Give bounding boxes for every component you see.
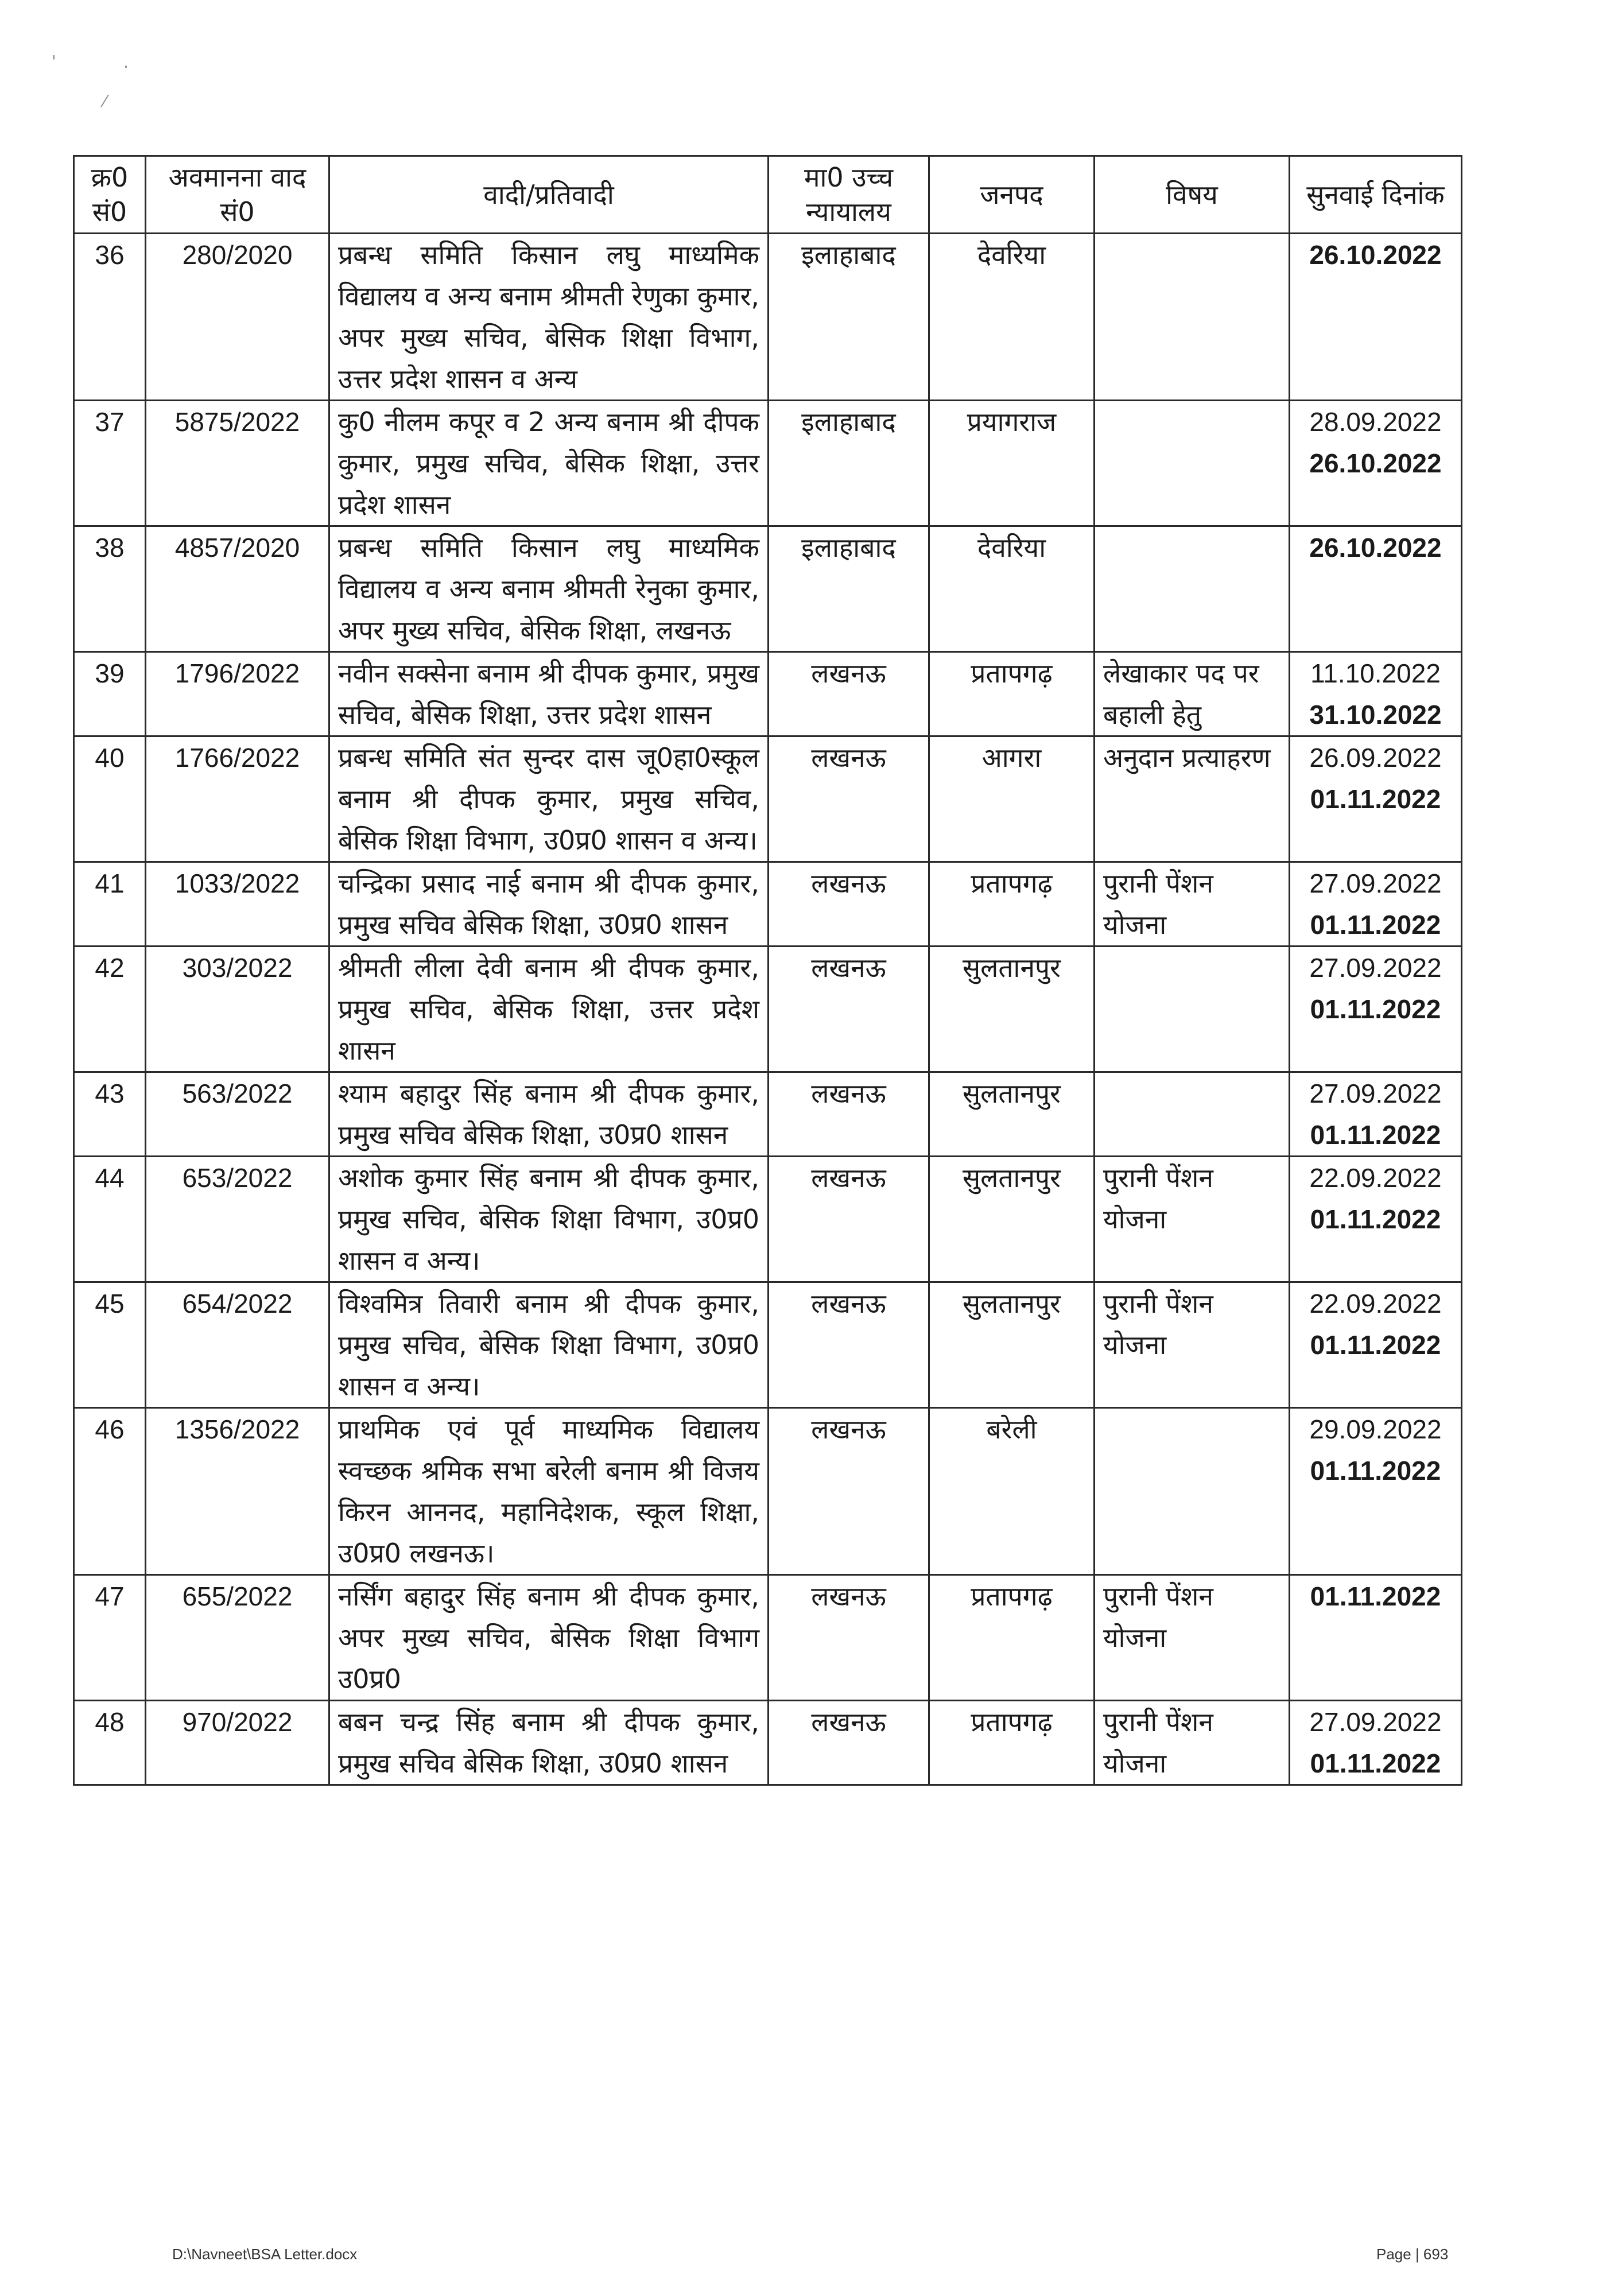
header-hearing-date: सुनवाई दिनांक <box>1290 156 1462 234</box>
hearing-date-cell <box>1290 1282 1462 1408</box>
hearing-date: 31.10.2022 <box>1309 700 1442 730</box>
header-district: जनपद <box>929 156 1095 234</box>
district-cell: प्रतापगढ़ <box>929 1575 1095 1701</box>
table-row <box>74 1408 1462 1575</box>
hearing-date: 01.11.2022 <box>1310 1748 1441 1778</box>
serial-cell: 39 <box>74 652 146 736</box>
parties-cell: प्रबन्ध समिति संत सुन्दर दास जू0हा0स्कूल बनाम श्री दीपक कुमार, प्रमुख सचिव, बेसिक शिक्षा विभाग, उ0प्र0 शासन व अन्य। <box>329 736 769 862</box>
court-cell: लखनऊ <box>769 736 929 862</box>
parties-cell: अशोक कुमार सिंह बनाम श्री दीपक कुमार, प्रमुख सचिव, बेसिक शिक्षा विभाग, उ0प्र0 शासन व अन्य। <box>329 1157 769 1282</box>
parties-cell: श्याम बहादुर सिंह बनाम श्री दीपक कुमार, प्रमुख सचिव बेसिक शिक्षा, उ0प्र0 शासन <box>329 1072 769 1157</box>
subject-cell <box>1095 526 1290 652</box>
serial-cell: 40 <box>74 736 146 862</box>
table-row <box>74 401 1462 526</box>
serial-cell: 38 <box>74 526 146 652</box>
header-serial: क्र0 सं0 <box>74 156 146 234</box>
case-no-cell: 280/2020 <box>146 234 329 401</box>
hearing-date-cell <box>1290 736 1462 862</box>
hearing-date: 01.11.2022 <box>1310 1456 1441 1486</box>
subject-cell <box>1095 234 1290 401</box>
header-court: मा0 उच्च न्यायालय <box>769 156 929 234</box>
parties-cell: प्रबन्ध समिति किसान लघु माध्यमिक विद्यालय व अन्य बनाम श्रीमती रेनुका कुमार, अपर मुख्य सचिव, बेसिक शिक्षा, लखनऊ <box>329 526 769 652</box>
case-no-cell: 563/2022 <box>146 1072 329 1157</box>
hearing-date-cell <box>1290 1575 1462 1701</box>
parties-cell: चन्द्रिका प्रसाद नाई बनाम श्री दीपक कुमार, प्रमुख सचिव बेसिक शिक्षा, उ0प्र0 शासन <box>329 862 769 947</box>
case-no-cell: 654/2022 <box>146 1282 329 1408</box>
table-row <box>74 1575 1462 1701</box>
header-subject: विषय <box>1095 156 1290 234</box>
court-cell: लखनऊ <box>769 1701 929 1785</box>
hearing-date-cell <box>1290 1701 1462 1785</box>
district-cell: प्रयागराज <box>929 401 1095 526</box>
serial-cell: 48 <box>74 1701 146 1785</box>
court-cell: लखनऊ <box>769 652 929 736</box>
subject-cell: पुरानी पेंशन योजना <box>1095 862 1290 947</box>
case-no-cell: 1356/2022 <box>146 1408 329 1575</box>
hearing-date: 01.11.2022 <box>1310 994 1441 1024</box>
hearing-date-cell <box>1290 234 1462 401</box>
subject-cell <box>1095 1408 1290 1575</box>
parties-cell: प्राथमिक एवं पूर्व माध्यमिक विद्यालय स्वच्छक श्रमिक सभा बरेली बनाम श्री विजय किरन आननद, महानिदेशक, स्कूल शिक्षा, उ0प्र0 लखनऊ। <box>329 1408 769 1575</box>
hearing-date: 27.09.2022 <box>1309 868 1442 898</box>
district-cell: बरेली <box>929 1408 1095 1575</box>
case-no-cell: 1033/2022 <box>146 862 329 947</box>
hearing-date: 27.09.2022 <box>1309 953 1442 983</box>
subject-cell: पुरानी पेंशन योजना <box>1095 1282 1290 1408</box>
parties-cell: नवीन सक्सेना बनाम श्री दीपक कुमार, प्रमुख सचिव, बेसिक शिक्षा, उत्तर प्रदेश शासन <box>329 652 769 736</box>
serial-cell: 44 <box>74 1157 146 1282</box>
hearing-date: 01.11.2022 <box>1310 910 1441 940</box>
scan-speck: · <box>123 57 129 76</box>
parties-cell: विश्वमित्र तिवारी बनाम श्री दीपक कुमार, प्रमुख सचिव, बेसिक शिक्षा विभाग, उ0प्र0 शासन व अन्य। <box>329 1282 769 1408</box>
case-no-cell: 303/2022 <box>146 947 329 1072</box>
court-cell: लखनऊ <box>769 1575 929 1701</box>
hearing-date: 01.11.2022 <box>1310 1120 1441 1150</box>
district-cell: देवरिया <box>929 234 1095 401</box>
district-cell: सुलतानपुर <box>929 1157 1095 1282</box>
serial-cell: 47 <box>74 1575 146 1701</box>
hearing-date: 01.11.2022 <box>1310 1330 1441 1360</box>
table-row <box>74 1282 1462 1408</box>
header-case-no: अवमानना वाद सं0 <box>146 156 329 234</box>
serial-cell: 43 <box>74 1072 146 1157</box>
district-cell: आगरा <box>929 736 1095 862</box>
hearing-date: 22.09.2022 <box>1309 1289 1442 1318</box>
scan-speck: ' <box>52 52 56 71</box>
serial-cell: 37 <box>74 401 146 526</box>
page-number: Page | 693 <box>1376 2245 1449 2263</box>
subject-cell <box>1095 947 1290 1072</box>
subject-cell <box>1095 401 1290 526</box>
parties-cell: कु0 नीलम कपूर व 2 अन्य बनाम श्री दीपक कुमार, प्रमुख सचिव, बेसिक शिक्षा, उत्तर प्रदेश शासन <box>329 401 769 526</box>
hearing-date-cell <box>1290 947 1462 1072</box>
subject-cell: अनुदान प्रत्याहरण <box>1095 736 1290 862</box>
court-cell: लखनऊ <box>769 947 929 1072</box>
hearing-date: 27.09.2022 <box>1309 1079 1442 1108</box>
hearing-date-cell <box>1290 401 1462 526</box>
case-no-cell: 653/2022 <box>146 1157 329 1282</box>
table-row <box>74 234 1462 401</box>
scan-speck: ⁄ <box>103 92 106 111</box>
parties-cell: प्रबन्ध समिति किसान लघु माध्यमिक विद्यालय व अन्य बनाम श्रीमती रेणुका कुमार, अपर मुख्य सचिव, बेसिक शिक्षा विभाग, उत्तर प्रदेश शासन व अन्य <box>329 234 769 401</box>
district-cell: सुलतानपुर <box>929 1282 1095 1408</box>
court-cell: लखनऊ <box>769 1408 929 1575</box>
case-no-cell: 655/2022 <box>146 1575 329 1701</box>
hearing-date: 26.10.2022 <box>1309 240 1442 270</box>
hearing-date-cell <box>1290 862 1462 947</box>
subject-cell: पुरानी पेंशन योजना <box>1095 1157 1290 1282</box>
serial-cell: 45 <box>74 1282 146 1408</box>
hearing-date: 22.09.2022 <box>1309 1163 1442 1193</box>
table-row <box>74 1157 1462 1282</box>
hearing-date: 11.10.2022 <box>1310 658 1441 688</box>
hearing-date: 29.09.2022 <box>1309 1414 1442 1444</box>
hearing-date: 26.10.2022 <box>1309 533 1442 563</box>
hearing-date: 01.11.2022 <box>1310 1204 1441 1234</box>
table-row <box>74 947 1462 1072</box>
court-cell: लखनऊ <box>769 1282 929 1408</box>
hearing-date: 26.09.2022 <box>1309 743 1442 773</box>
case-no-cell: 1796/2022 <box>146 652 329 736</box>
header-row <box>74 156 1462 234</box>
court-cell: इलाहाबाद <box>769 234 929 401</box>
table-row <box>74 1701 1462 1785</box>
serial-cell: 42 <box>74 947 146 1072</box>
court-cell: इलाहाबाद <box>769 401 929 526</box>
table-row <box>74 652 1462 736</box>
court-cell: लखनऊ <box>769 862 929 947</box>
case-no-cell: 1766/2022 <box>146 736 329 862</box>
parties-cell: श्रीमती लीला देवी बनाम श्री दीपक कुमार, प्रमुख सचिव, बेसिक शिक्षा, उत्तर प्रदेश शासन <box>329 947 769 1072</box>
case-table <box>73 155 1462 1786</box>
table-row <box>74 526 1462 652</box>
serial-cell: 41 <box>74 862 146 947</box>
case-no-cell: 970/2022 <box>146 1701 329 1785</box>
hearing-date-cell <box>1290 526 1462 652</box>
subject-cell <box>1095 1072 1290 1157</box>
district-cell: प्रतापगढ़ <box>929 862 1095 947</box>
serial-cell: 36 <box>74 234 146 401</box>
court-cell: लखनऊ <box>769 1157 929 1282</box>
table-row <box>74 1072 1462 1157</box>
case-no-cell: 4857/2020 <box>146 526 329 652</box>
district-cell: देवरिया <box>929 526 1095 652</box>
district-cell: सुलतानपुर <box>929 1072 1095 1157</box>
district-cell: प्रतापगढ़ <box>929 652 1095 736</box>
court-cell: लखनऊ <box>769 1072 929 1157</box>
hearing-date-cell <box>1290 1408 1462 1575</box>
district-cell: सुलतानपुर <box>929 947 1095 1072</box>
hearing-date-cell <box>1290 1072 1462 1157</box>
hearing-date: 26.10.2022 <box>1309 448 1442 478</box>
parties-cell: नर्सिंग बहादुर सिंह बनाम श्री दीपक कुमार, अपर मुख्य सचिव, बेसिक शिक्षा विभाग उ0प्र0 <box>329 1575 769 1701</box>
court-cell: इलाहाबाद <box>769 526 929 652</box>
hearing-date: 27.09.2022 <box>1309 1707 1442 1737</box>
hearing-date: 01.11.2022 <box>1310 784 1441 814</box>
case-rows <box>74 234 1462 1785</box>
subject-cell: पुरानी पेंशन योजना <box>1095 1701 1290 1785</box>
subject-cell: लेखाकार पद पर बहाली हेतु <box>1095 652 1290 736</box>
parties-cell: बबन चन्द्र सिंह बनाम श्री दीपक कुमार, प्रमुख सचिव बेसिक शिक्षा, उ0प्र0 शासन <box>329 1701 769 1785</box>
table-row <box>74 862 1462 947</box>
hearing-date-cell <box>1290 652 1462 736</box>
header-parties: वादी/प्रतिवादी <box>329 156 769 234</box>
subject-cell: पुरानी पेंशन योजना <box>1095 1575 1290 1701</box>
table-row <box>74 736 1462 862</box>
hearing-date-cell <box>1290 1157 1462 1282</box>
serial-cell: 46 <box>74 1408 146 1575</box>
hearing-date: 28.09.2022 <box>1309 407 1442 437</box>
file-path: D:\Navneet\BSA Letter.docx <box>172 2245 358 2263</box>
hearing-date: 01.11.2022 <box>1310 1581 1441 1611</box>
case-no-cell: 5875/2022 <box>146 401 329 526</box>
district-cell: प्रतापगढ़ <box>929 1701 1095 1785</box>
